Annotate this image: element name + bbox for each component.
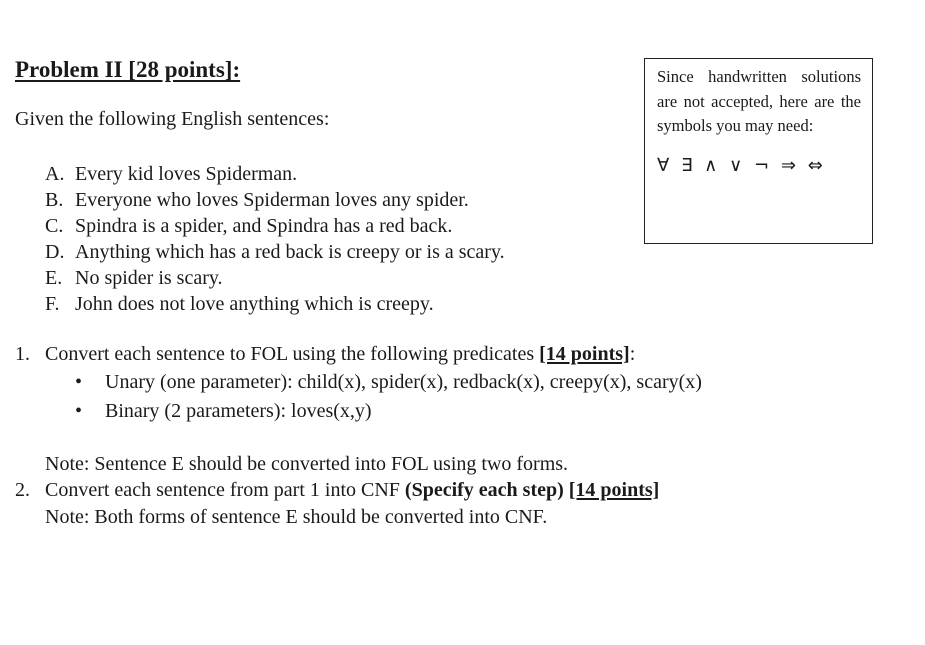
task-1-text: Convert each sentence to FOL using the following predicates <box>45 343 540 365</box>
task-2-text: Convert each sentence from part 1 into CNF <box>45 479 405 501</box>
intro-text: Given the following English sentences: <box>15 108 330 130</box>
sentence-item-c <box>45 213 505 239</box>
task-1-line <box>15 340 895 368</box>
symbol-note-box <box>644 58 873 244</box>
sentence-item-f <box>45 291 505 317</box>
problem-title: Problem II [28 points]: <box>15 57 241 82</box>
symbol-row <box>657 154 861 179</box>
sentence-letter: C. <box>45 215 64 237</box>
exists-symbol: ∃ <box>681 154 695 176</box>
task-2-points: [14 points] <box>568 479 660 501</box>
sentence-letter: D. <box>45 241 65 263</box>
forall-symbol: ∀ <box>657 154 672 176</box>
task-2-number: 2. <box>15 479 30 501</box>
sentence-item-d <box>45 239 505 265</box>
sentence-item-a <box>45 161 505 187</box>
task-2-bold: (Specify each step) <box>404 479 564 501</box>
or-symbol: ∨ <box>729 154 745 176</box>
bullet-icon: • <box>75 371 83 393</box>
sentence-letter: B. <box>45 189 64 211</box>
sentence-letter: A. <box>45 163 65 185</box>
and-symbol: ∧ <box>704 154 720 176</box>
sentence-letter: E. <box>45 267 63 289</box>
sentence-text: Spindra is a spider, and Spindra has a red back. <box>75 215 453 237</box>
task-1-suffix: : <box>629 343 636 365</box>
task-section <box>15 340 895 531</box>
sentence-text: John does not love anything which is creepy. <box>75 293 434 315</box>
task-1-note: Note: Sentence E should be converted into FOL using two forms. <box>45 453 569 475</box>
task-1-number: 1. <box>15 343 30 365</box>
task-1-points: [14 points] <box>539 343 630 365</box>
sentence-item-e <box>45 265 505 291</box>
predicate-text: Binary (2 parameters): loves(x,y) <box>105 400 372 422</box>
sentence-text: Everyone who loves Spiderman loves any spider. <box>75 189 469 211</box>
bullet-icon: • <box>75 400 83 422</box>
task-2-note: Note: Both forms of sentence E should be converted into CNF. <box>45 506 548 528</box>
implies-symbol: ⇒ <box>780 154 798 176</box>
sentence-letter: F. <box>45 293 60 315</box>
iff-symbol: ⇔ <box>807 154 825 176</box>
sentence-item-b <box>45 187 505 213</box>
not-symbol: ¬ <box>754 154 772 176</box>
sentence-text: No spider is scary. <box>75 267 223 289</box>
sentence-text: Every kid loves Spiderman. <box>75 163 298 185</box>
predicate-list <box>15 368 895 426</box>
predicate-item-binary <box>15 397 895 426</box>
sentence-text: Anything which has a red back is creepy or is a scary. <box>75 241 505 263</box>
predicate-item-unary <box>15 368 895 397</box>
symbol-note-text: Since handwritten solutions are not accepted, here are the symbols you may need: <box>657 67 861 135</box>
task-2-line <box>15 477 895 504</box>
sentence-list <box>45 161 505 317</box>
predicate-text: Unary (one parameter): child(x), spider(x), redback(x), creepy(x), scary(x) <box>105 371 702 393</box>
